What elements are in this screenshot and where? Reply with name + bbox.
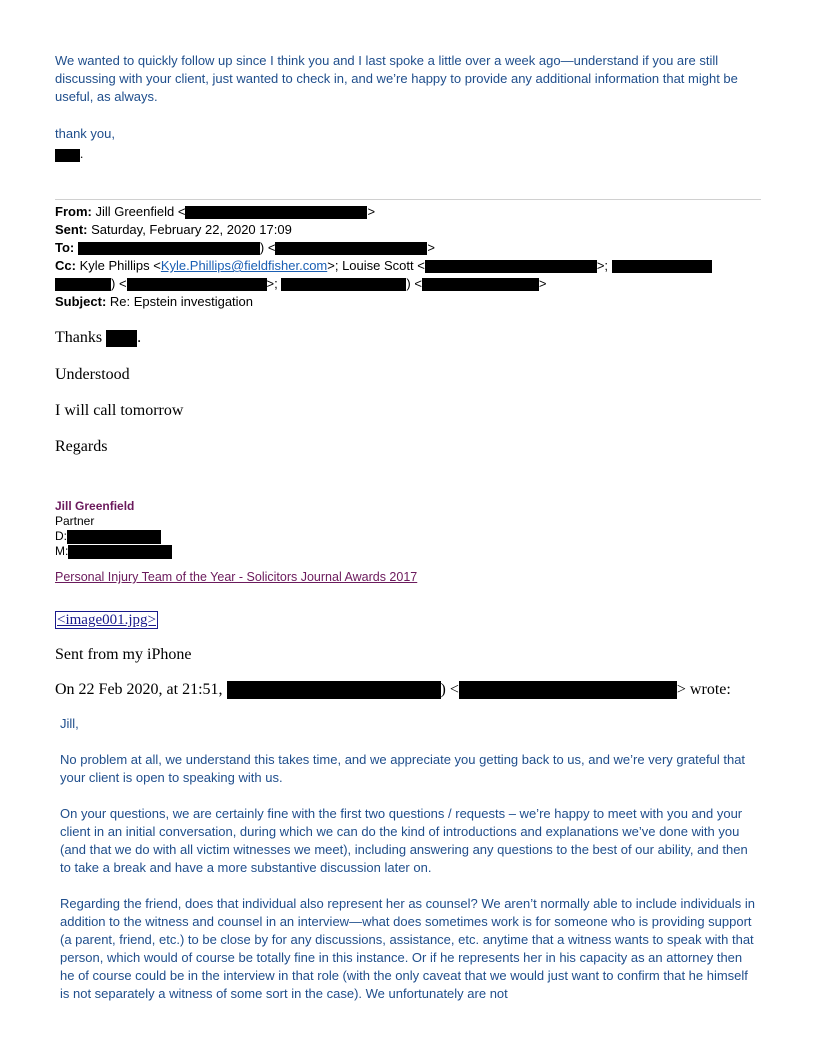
reply-call: I will call tomorrow — [55, 402, 184, 419]
redaction — [55, 278, 111, 291]
redaction — [127, 278, 267, 291]
award-link-row — [55, 570, 417, 585]
redaction — [612, 260, 712, 273]
subject-row — [55, 293, 755, 311]
redaction — [459, 681, 677, 699]
signature-direct — [55, 529, 172, 544]
quoted-greeting: Jill, — [60, 716, 79, 731]
sent-label: Sent: — [55, 222, 88, 237]
quoted-paragraph-2: On your questions, we are certainly fine with the first two questions / requests – we’re happy to meet with you and your client in an initial conversation, during which we can do the kind of introductions and explanations we’ve done with you (and that we do with all victim witnesses we meet), including answering any questions to the best of our ability, and then to take a break and have a more substantive discussion later on. — [60, 806, 748, 875]
subject-value: Re: Epstein investigation — [109, 294, 254, 309]
to-row: To: ) < > — [55, 240, 436, 255]
divider — [55, 199, 761, 200]
redaction — [78, 242, 260, 255]
cc-email-link[interactable]: Kyle.Phillips@fieldfisher.com — [160, 258, 328, 273]
on-line-suffix: > wrote: — [676, 681, 731, 698]
redaction — [67, 530, 161, 544]
attachment-row — [55, 612, 158, 629]
mobile-label: M: — [55, 544, 69, 558]
reply-understood: Understood — [55, 366, 130, 383]
subject-label: Subject: — [55, 294, 107, 309]
quoted-paragraph-3: Regarding the friend, does that individual also represent her as counsel? We aren’t normally able to include individuals in addition to the witness and counsel in an interview—what does sometimes work is for someone who is providing support (a parent, friend, etc.) to be close by for any discussions, assistance, etc. anytime that a witness wants to speak with that person, which would of course be totally fine in this instance. Or if he represents her in his capacity as an attorney then he of course could be in the interview in that role (with the only caveat that we would just want to confirm that he himself is not separately a witness of some sort in the case). We unfortunately are not — [60, 896, 755, 1001]
redaction — [227, 681, 441, 699]
reply-thanks: Thanks . — [55, 329, 142, 346]
from-name: Jill Greenfield < — [95, 204, 186, 219]
reply-thanks-text: Thanks — [55, 329, 103, 346]
from-row: From: Jill Greenfield < > — [55, 204, 376, 219]
cc-name: Kyle Phillips < — [79, 258, 161, 273]
quoted-paragraph-1: No problem at all, we understand this takes time, and we appreciate you getting back to us, and we’re very grateful that your client is open to speaking with us. — [60, 752, 746, 785]
signature-name: Jill Greenfield — [55, 499, 135, 513]
redaction — [106, 330, 137, 347]
redaction — [275, 242, 427, 255]
redaction — [185, 206, 367, 219]
closing-line: thank you, — [55, 126, 115, 141]
signature-block — [55, 499, 172, 559]
cc-row-cont: ) < >; ) < > — [55, 275, 755, 293]
signature-title: Partner — [55, 514, 95, 528]
sent-from-line: Sent from my iPhone — [55, 646, 192, 663]
cc-separator: >; Louise Scott < — [327, 258, 425, 273]
email-header — [55, 203, 755, 311]
from-label: From: — [55, 204, 92, 219]
redaction — [281, 278, 406, 291]
redaction — [425, 260, 597, 273]
redacted-signoff: . — [55, 146, 83, 162]
attachment-link[interactable]: <image001.jpg> — [57, 612, 156, 628]
sent-row — [55, 221, 755, 239]
award-link[interactable]: Personal Injury Team of the Year - Solicitors Journal Awards 2017 — [55, 570, 418, 584]
on-wrote-line: On 22 Feb 2020, at 21:51, ) < > wrote: — [55, 681, 731, 698]
direct-label: D: — [55, 529, 67, 543]
redaction — [422, 278, 539, 291]
sent-value: Saturday, February 22, 2020 17:09 — [91, 222, 292, 237]
redaction — [68, 545, 172, 559]
cc-label: Cc: — [55, 258, 76, 273]
top-message-paragraph: We wanted to quickly follow up since I think you and I last spoke a little over a week ago—understand if you are still discussing with your client, just wanted to check in, and we’re happy to provide any additional information that might be useful, as always. — [55, 53, 738, 104]
on-line-prefix: On 22 Feb 2020, at 21:51, — [55, 681, 223, 698]
signature-mobile — [55, 544, 172, 559]
to-label: To: — [55, 240, 75, 255]
cc-row: Cc: Kyle Phillips <Kyle.Phillips@fieldfisher.com>; Louise Scott < >; — [55, 257, 755, 275]
reply-regards: Regards — [55, 438, 108, 455]
